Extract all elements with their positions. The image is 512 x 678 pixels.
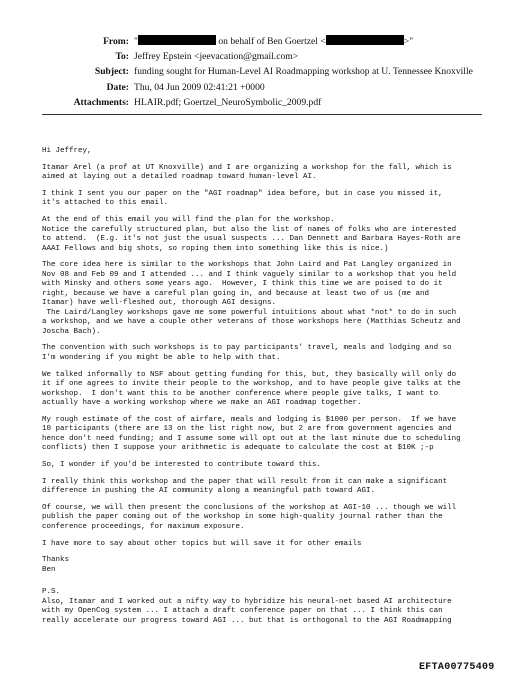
document-id: EFTA00775409 <box>419 662 495 673</box>
from-value <box>134 34 413 49</box>
text-line: really accelerate our progress toward AGI ... but that is orthogonal to the AGI Roadmapping <box>42 616 452 625</box>
subject-value: funding sought for Human-Level AI Roadmapping workshop at U. Tennessee Knoxville <box>134 66 473 78</box>
subject-label: Subject: <box>94 66 129 78</box>
text-line: So, I wonder if you'd be interested to contribute toward this. <box>42 461 322 469</box>
postscript <box>42 588 492 626</box>
text-line: 10 participants (there are 13 on the list right now, but 2 are from government agencies and <box>42 425 452 434</box>
from-quote-open: " <box>134 36 138 47</box>
text-line: The core idea here is similar to the workshops that John Laird and Pat Langley organized in <box>42 261 452 270</box>
to-label: To: <box>115 51 129 63</box>
text-line: Joscha Bach). <box>42 327 101 336</box>
greeting: Hi Jeffrey, <box>42 147 92 155</box>
text-line: Thanks <box>42 556 70 565</box>
redaction-box <box>138 35 216 45</box>
date-value: Thu, 04 Jun 2009 02:41:21 +0000 <box>134 81 265 93</box>
text-line: I really think this workshop and the paper that will result from it can make a significant <box>42 477 448 486</box>
text-line: to attend. (E.g. it's not just the usual suspects ... Dan Dennett and Barbara Hayes-Roth are <box>42 235 461 244</box>
email-header <box>0 34 512 110</box>
text-line: hence don't need funding; and I assume some will opt out at the last minute due to scheduling <box>42 434 461 443</box>
paragraph <box>42 504 492 533</box>
text-line: conflicts) then I suppose your arithmetic is adequate to calculate the cost at $10K ;-p <box>42 444 434 453</box>
text-line: Also, Itamar and I worked out a nifty way to hybridize his neural-net based AI architecture <box>42 597 452 606</box>
text-line: We talked informally to NSF about getting funding for this, but, they basically will only do <box>42 370 457 379</box>
from-row <box>0 34 512 49</box>
text-line: Itamar Arel (a prof at UT Knoxville) and I are organizing a workshop for the fall, which is <box>42 163 452 172</box>
text-line: conference proceedings, for maximum exposure. <box>42 522 245 531</box>
text-line: I think I sent you our paper on the "AGI roadmap" idea before, but in case you missed it, <box>42 189 443 198</box>
paragraph <box>42 164 492 183</box>
signoff <box>42 556 492 575</box>
text-line: a workshop, and we have a couple other veterans of those workshops here (Matthias Scheutz and <box>42 318 461 327</box>
email-body <box>42 147 492 634</box>
text-line: I'm wondering if you might be able to help with that. <box>42 353 281 362</box>
text-line: My rough estimate of the cost of airfare, meals and lodging is $1000 per person. If we have <box>42 415 457 424</box>
attachments-value: HLAIR.pdf; Goertzel_NeuroSymbolic_2009.pdf <box>134 96 322 108</box>
paragraph <box>42 190 492 209</box>
text-line: The Laird/Langley workshops gave me some powerful intuitions about what *not* to do in such <box>42 308 457 317</box>
text-line: publish the paper coming out of the workshop in some high-quality journal rather than the <box>42 513 443 522</box>
from-label: From: <box>103 36 129 47</box>
text-line: AAAI Fellows and big shots, so roping them into something like this is nice.) <box>42 244 389 253</box>
text-line: Of course, we will then present the conclusions of the workshop at AGI-10 ... though we will <box>42 503 457 512</box>
text-line: I have more to say about other topics but will save it for other emails <box>42 539 362 548</box>
text-line: Itamar) have well-fleshed out, thorough AGI designs. <box>42 299 277 308</box>
paragraph <box>42 344 492 363</box>
text-line: with Minsky and others some years ago. However, I think this time we are poised to do it <box>42 280 443 289</box>
text-line: Nov 08 and Feb 09 and I attended ... and I think vaguely similar to a workshop that you held <box>42 270 457 279</box>
paragraph <box>42 540 492 550</box>
paragraph <box>42 416 492 454</box>
date-row <box>0 80 512 95</box>
text-line: Ben <box>42 565 56 574</box>
paragraph <box>42 216 492 254</box>
text-line: difference in pushing the AI community along a meaningful path toward AGI. <box>42 487 376 496</box>
paragraph <box>42 371 492 409</box>
from-sender-text: on behalf of Ben Goertzel < <box>218 36 326 47</box>
text-line: Notice the carefully structured plan, but also the list of names of folks who are interested <box>42 225 457 234</box>
to-row <box>0 49 512 64</box>
redaction-box <box>326 35 404 45</box>
text-line: workshop. I don't want this to be another conference where people give talks, I want to <box>42 389 439 398</box>
paragraph <box>42 461 492 471</box>
paragraph <box>42 261 492 337</box>
text-line: The convention with such workshops is to pay participants' travel, meals and lodging and so <box>42 344 452 353</box>
header-divider <box>42 114 482 115</box>
text-line: actually have a working workshop where we make an AGI roadmap together. <box>42 399 362 408</box>
text-line: it if one agrees to invite their people to the workshop, and to have people give talks at the <box>42 380 461 389</box>
to-value: Jeffrey Epstein <jeevacation@gmail.com> <box>134 51 299 63</box>
from-quote-close: >" <box>403 36 414 47</box>
attachments-label: Attachments: <box>73 96 129 108</box>
text-line: right, because we have a careful plan going in, and because at least two of us (me and <box>42 289 430 298</box>
attachments-row <box>0 95 512 110</box>
text-line: At the end of this email you will find the plan for the workshop. <box>42 216 335 225</box>
text-line: P.S. <box>42 588 61 597</box>
paragraph <box>42 478 492 497</box>
subject-row <box>0 64 512 79</box>
text-line: with my OpenCog system ... I attach a draft conference paper on that ... I think this can <box>42 607 443 616</box>
text-line: aimed at laying out a detailed roadmap toward human-level AI. <box>42 173 317 182</box>
text-line: it's attached to this email. <box>42 199 169 208</box>
date-label: Date: <box>106 81 129 93</box>
